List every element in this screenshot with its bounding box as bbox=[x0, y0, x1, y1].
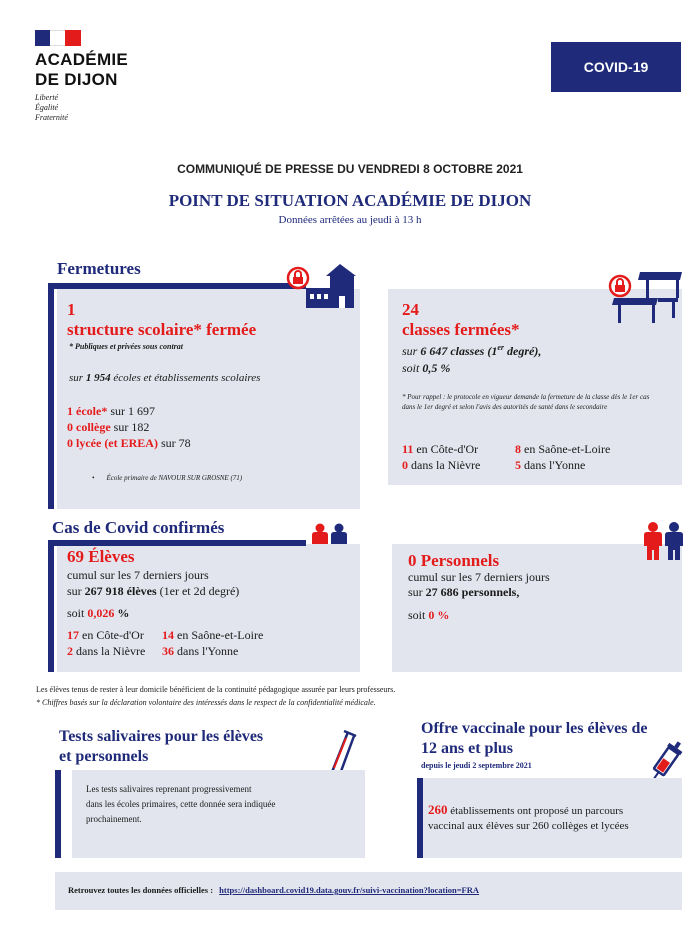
classroom-lock-icon bbox=[606, 268, 686, 326]
vaccin-heading-2: 12 ans et plus bbox=[421, 740, 514, 757]
republic-logo bbox=[35, 30, 165, 130]
people-icon-right bbox=[642, 522, 686, 562]
eleves-dept-2: 14 en Saône-et-Loire bbox=[162, 628, 264, 642]
vaccin-text-2: vaccinal aux élèves sur 260 collèges et lycées bbox=[428, 820, 629, 832]
logo-line1: ACADÉMIE bbox=[35, 50, 129, 69]
classes-total: sur 6 647 classes (1er degré), bbox=[402, 343, 542, 358]
tests-heading-1: Tests salivaires pour les élèves bbox=[59, 728, 264, 745]
eleves-pct: soit 0,026 % bbox=[67, 606, 130, 620]
classes-pct: soit 0,5 % bbox=[402, 361, 451, 375]
vaccin-heading-1: Offre vaccinale pour les élèves de bbox=[421, 720, 648, 737]
vaccin-text-1: 260 établissements ont proposé un parcours bbox=[428, 802, 624, 817]
personnels-count: 0 Personnels bbox=[408, 551, 500, 570]
classes-reminder: * Pour rappel : le protocole en vigueur demande la fermeture de la classe dès le 1er cas dans le 1er degré et selon l'avis des autorités de santé dans le secondaire bbox=[402, 393, 650, 411]
school-lock-icon bbox=[286, 262, 366, 310]
classes-dept-2: 8 en Saône-et-Loire bbox=[515, 442, 611, 456]
vaccin-bar bbox=[417, 778, 423, 858]
structures-count: 1 bbox=[67, 300, 76, 319]
footer-text bbox=[68, 885, 479, 895]
structures-total: sur 1 954 écoles et établissements scolaires bbox=[69, 372, 261, 384]
cas-note-2: * Chiffres basés sur la déclaration volontaire des intéressés dans le respect de la confidentialité médicale. bbox=[36, 698, 376, 707]
press-title: COMMUNIQUÉ DE PRESSE DU VENDREDI 8 OCTOBRE 2021 bbox=[177, 162, 523, 176]
motto-2: Égalité bbox=[35, 103, 59, 112]
eleves-count: 69 Élèves bbox=[67, 547, 135, 566]
eleves-line2: sur 267 918 élèves (1er et 2d degré) bbox=[67, 584, 240, 598]
structures-college: 0 collège sur 182 bbox=[67, 420, 150, 434]
main-title: POINT DE SITUATION ACADÉMIE DE DIJON bbox=[168, 191, 532, 210]
structures-bullet: • École primaire de NAVOUR SUR GROSNE (71) bbox=[92, 474, 243, 482]
covid-badge-label: COVID-19 bbox=[583, 59, 649, 75]
structures-note: * Publiques et privées sous contrat bbox=[69, 342, 184, 351]
classes-dept-1: 11 en Côte-d'Or bbox=[402, 442, 479, 456]
vaccin-panel bbox=[417, 778, 682, 858]
tests-heading-2: et personnels bbox=[59, 748, 149, 765]
eleves-line1: cumul sur les 7 derniers jours bbox=[67, 568, 209, 582]
tests-body-2: dans les écoles primaires, cette donnée sera indiquée bbox=[86, 799, 276, 809]
subtitle: Données arrêtées au jeudi à 13 h bbox=[278, 214, 422, 226]
personnels-line2: sur 27 686 personnels, bbox=[408, 585, 520, 599]
motto-3: Fraternité bbox=[35, 113, 68, 122]
classes-count: 24 bbox=[402, 300, 419, 319]
personnels-line1: cumul sur les 7 derniers jours bbox=[408, 570, 550, 584]
classes-label: classes fermées* bbox=[402, 320, 520, 339]
structures-bar-top bbox=[48, 283, 306, 289]
footer-link[interactable]: https://dashboard.covid19.data.gouv.fr/suivi-vaccination?location=FRA bbox=[219, 885, 480, 895]
eleves-dept-4: 36 dans l'Yonne bbox=[162, 644, 239, 658]
logo-line2: DE DIJON bbox=[35, 70, 118, 89]
cas-note-1: Les élèves tenus de rester à leur domicile bénéficient de la continuité pédagogique assurée par leurs professeurs. bbox=[36, 685, 396, 694]
structures-lycee: 0 lycée (et EREA) sur 78 bbox=[67, 436, 191, 450]
eleves-dept-1: 17 en Côte-d'Or bbox=[67, 628, 144, 642]
covid-badge bbox=[551, 42, 681, 92]
classes-dept-4: 5 dans l'Yonne bbox=[515, 458, 586, 472]
tests-body-1: Les tests salivaires reprenant progressivement bbox=[86, 784, 252, 794]
personnels-pct: soit 0 % bbox=[408, 608, 450, 622]
eleves-bar bbox=[48, 540, 54, 672]
eleves-dept-3: 2 dans la Nièvre bbox=[67, 644, 146, 658]
cas-heading: Cas de Covid confirmés bbox=[52, 518, 225, 537]
flag-icon bbox=[35, 30, 81, 46]
fermetures-heading: Fermetures bbox=[57, 259, 141, 278]
eleves-bar-top bbox=[48, 540, 306, 546]
bullet-icon: • bbox=[92, 474, 95, 482]
classes-dept-3: 0 dans la Nièvre bbox=[402, 458, 481, 472]
footer-label: Retrouvez toutes les données officielles : bbox=[68, 885, 214, 895]
tests-body-3: prochainement. bbox=[86, 814, 142, 824]
motto-1: Liberté bbox=[35, 93, 59, 102]
structures-label: structure scolaire* fermée bbox=[67, 320, 257, 339]
tests-bar bbox=[55, 770, 61, 858]
structures-bar bbox=[48, 283, 54, 509]
structures-ecole: 1 école* sur 1 697 bbox=[67, 404, 155, 418]
vaccin-since: depuis le jeudi 2 septembre 2021 bbox=[421, 761, 532, 770]
